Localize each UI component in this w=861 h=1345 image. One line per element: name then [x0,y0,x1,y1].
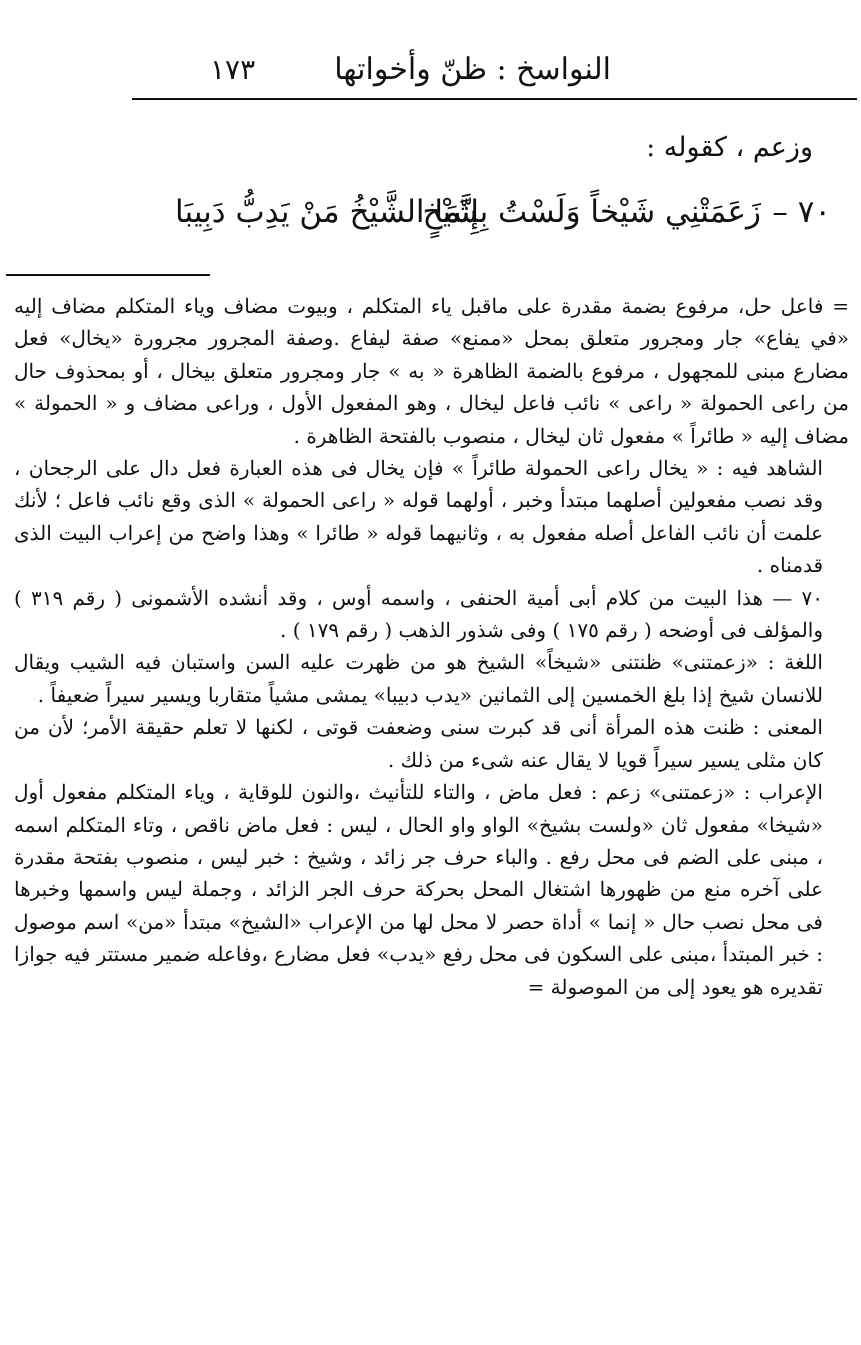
verse-first-hemistich: زَعَمَتْنِي شَيْخاً وَلَسْتُ بِشَيْخٍ [422,194,761,230]
page-header [0,38,861,102]
footnote-continuation: = فاعل حل، مرفوع بضمة مقدرة على ماقبل ياء المتكلم ، وبيوت مضاف وياء المتكلم مضاف إليه «في يفاع» جار ومجرور متعلق بمحل «ممنع» صفة ليفاع .وصفة المجرور مجرورة «يخال» فعل مضارع مبنى للمجهول ، مرفوع بالضمة الظاهرة « به » جار ومجرور متعلق بيخال ، أو بمحذوف حال من راعى الحمولة « راعى » نائب فاعل ليخال ، وهو المفعول الأول ، وراعى مضاف و « الحمولة » مضاف إليه « طائراً » مفعول ثان ليخال ، منصوب بالفتحة الظاهرة . [14,294,849,448]
footnote-evidence: الشاهد فيه : « يخال راعى الحمولة طائراً » فإن يخال فى هذه العبارة فعل دال على الرجحان ، وقد نصب مفعولين أصلهما مبتدأ وخبر ، أولهما قوله « راعى الحمولة » الذى وقع نائب فاعل ؛ لأنك علمت أن نائب الفاعل أصله مفعول به ، وثانيهما قوله « طائرا » وهذا واضح من إعراب البيت الذى قدمناه . [14,456,823,578]
header-rule [132,98,857,100]
running-title: النواسخ : ظنّ وأخواتها [334,52,611,87]
footnote-separator [6,274,210,276]
footnote-meaning: المعنى : ظنت هذه المرأة أنى قد كبرت سنى وضعفت قوتى ، لكنها لا تعلم حقيقة الأمر؛ لأن من كان مثلى يسير سيراً قويا لا يقال عنه شىء من ذلك . [14,715,823,772]
poem-verse [20,184,831,240]
verse-second-hemistich: إِنَّمَا الشَّيْخُ مَنْ يَدِبُّ دَبِيبَا [175,194,479,230]
verse-number: ٧٠ – [772,194,831,230]
footnote-source: ٧٠ — هذا البيت من كلام أبى أمية الحنفى ، واسمه أوس ، وقد أنشده الأشمونى ( رقم ٣١٩ ) والمؤلف فى أوضحه ( رقم ١٧٥ ) وفى شذور الذهب ( رقم ١٧٩ ) . [14,585,823,643]
footnote-language: اللغة : «زعمتنى» ظنتنى «شيخاً» الشيخ هو من ظهرت عليه السن واستبان فيه الشيب ويقال للانسان شيخ إذا بلغ الخمسين إلى الثمانين «يدب دبيبا» يمشى مشياً متقاربا ويسير سيراً ضعيفاً . [14,650,823,707]
verse-intro: وزعم ، كقوله : [646,132,813,163]
footnotes [14,290,849,1003]
footnote-parsing: الإعراب : «زعمتنى» زعم : فعل ماض ، والتاء للتأنيث ،والنون للوقاية ، وياء المتكلم مفعول أول «شيخا» مفعول ثان «ولست بشيخ» الواو واو الحال ، ليس : فعل ماض ناقص ، وتاء المتكلم اسمه ، مبنى على الضم فى محل رفع . والباء حرف جر زائد ، وشيخ : خبر ليس ، منصوب بفتحة مقدرة على آخره منع من ظهورها اشتغال المحل بحركة حرف الجر الزائد ، وجملة ليس واسمها وخبرها فى محل نصب حال « إنما » أداة حصر لا محل لها من الإعراب «الشيخ» مبتدأ «من» اسم موصول : خبر المبتدأ ،مبنى على السكون فى محل رفع «يدب» فعل مضارع ،وفاعله ضمير مستتر فيه جوازا تقديره هو يعود إلى من الموصولة = [14,780,823,999]
page-number: ١٧٣ [210,53,256,86]
